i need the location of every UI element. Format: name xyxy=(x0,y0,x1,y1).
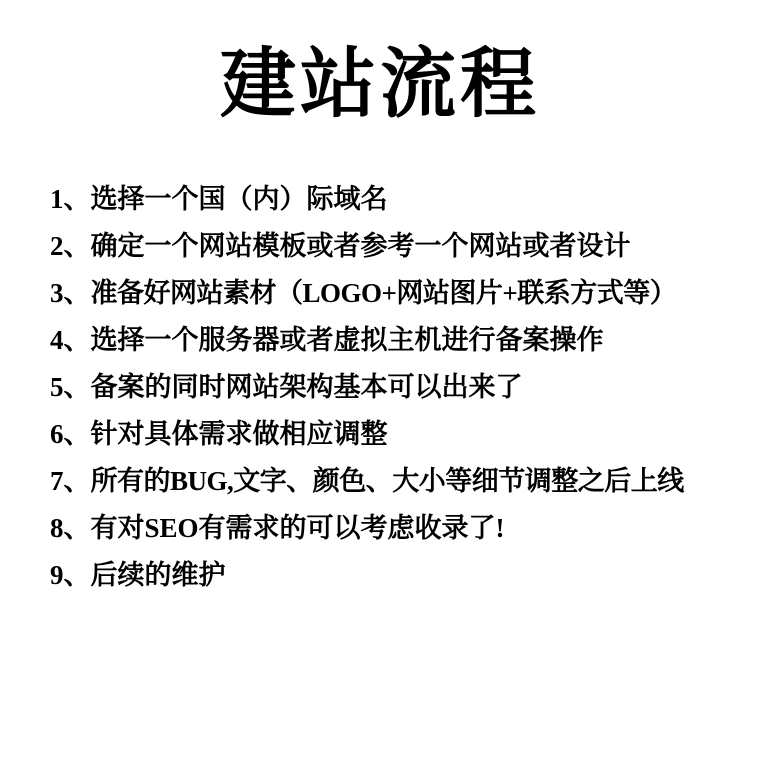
list-item xyxy=(50,421,746,448)
list-item-label: 选择一个服务器或者虚拟主机进行备案操作 xyxy=(90,325,604,355)
list-item-number: 2、 xyxy=(50,231,91,261)
list-item xyxy=(50,186,746,213)
list-item xyxy=(50,327,746,354)
list-item-number: 7、 xyxy=(50,466,91,496)
list-item-label: 选择一个国（内）际域名 xyxy=(90,184,388,214)
list-item-number: 8、 xyxy=(50,513,91,543)
list-item-label: 备案的同时网站架构基本可以出来了 xyxy=(90,372,523,402)
list-item-number: 1、 xyxy=(50,184,91,214)
list-item xyxy=(50,515,746,542)
page-title: 建站流程 xyxy=(220,39,540,128)
list-item-label: 所有的BUG,文字、颜色、大小等细节调整之后上线 xyxy=(90,466,684,496)
list-item-label: 有对SEO有需求的可以考虑收录了! xyxy=(90,513,505,543)
list-item-number: 6、 xyxy=(50,419,91,449)
list-item-label: 确定一个网站模板或者参考一个网站或者设计 xyxy=(90,231,631,261)
steps-list xyxy=(0,186,760,589)
list-item-label: 针对具体需求做相应调整 xyxy=(90,419,388,449)
list-item-number: 4、 xyxy=(50,325,91,355)
list-item xyxy=(50,468,746,495)
list-item xyxy=(50,374,746,401)
list-item xyxy=(50,280,746,307)
list-item-number: 9、 xyxy=(50,560,91,590)
list-item xyxy=(50,562,746,589)
list-item-label: 准备好网站素材（LOGO+网站图片+联系方式等） xyxy=(90,278,677,308)
list-item-number: 5、 xyxy=(50,372,91,402)
list-item-number: 3、 xyxy=(50,278,91,308)
list-item xyxy=(50,233,746,260)
list-item-label: 后续的维护 xyxy=(90,560,226,590)
